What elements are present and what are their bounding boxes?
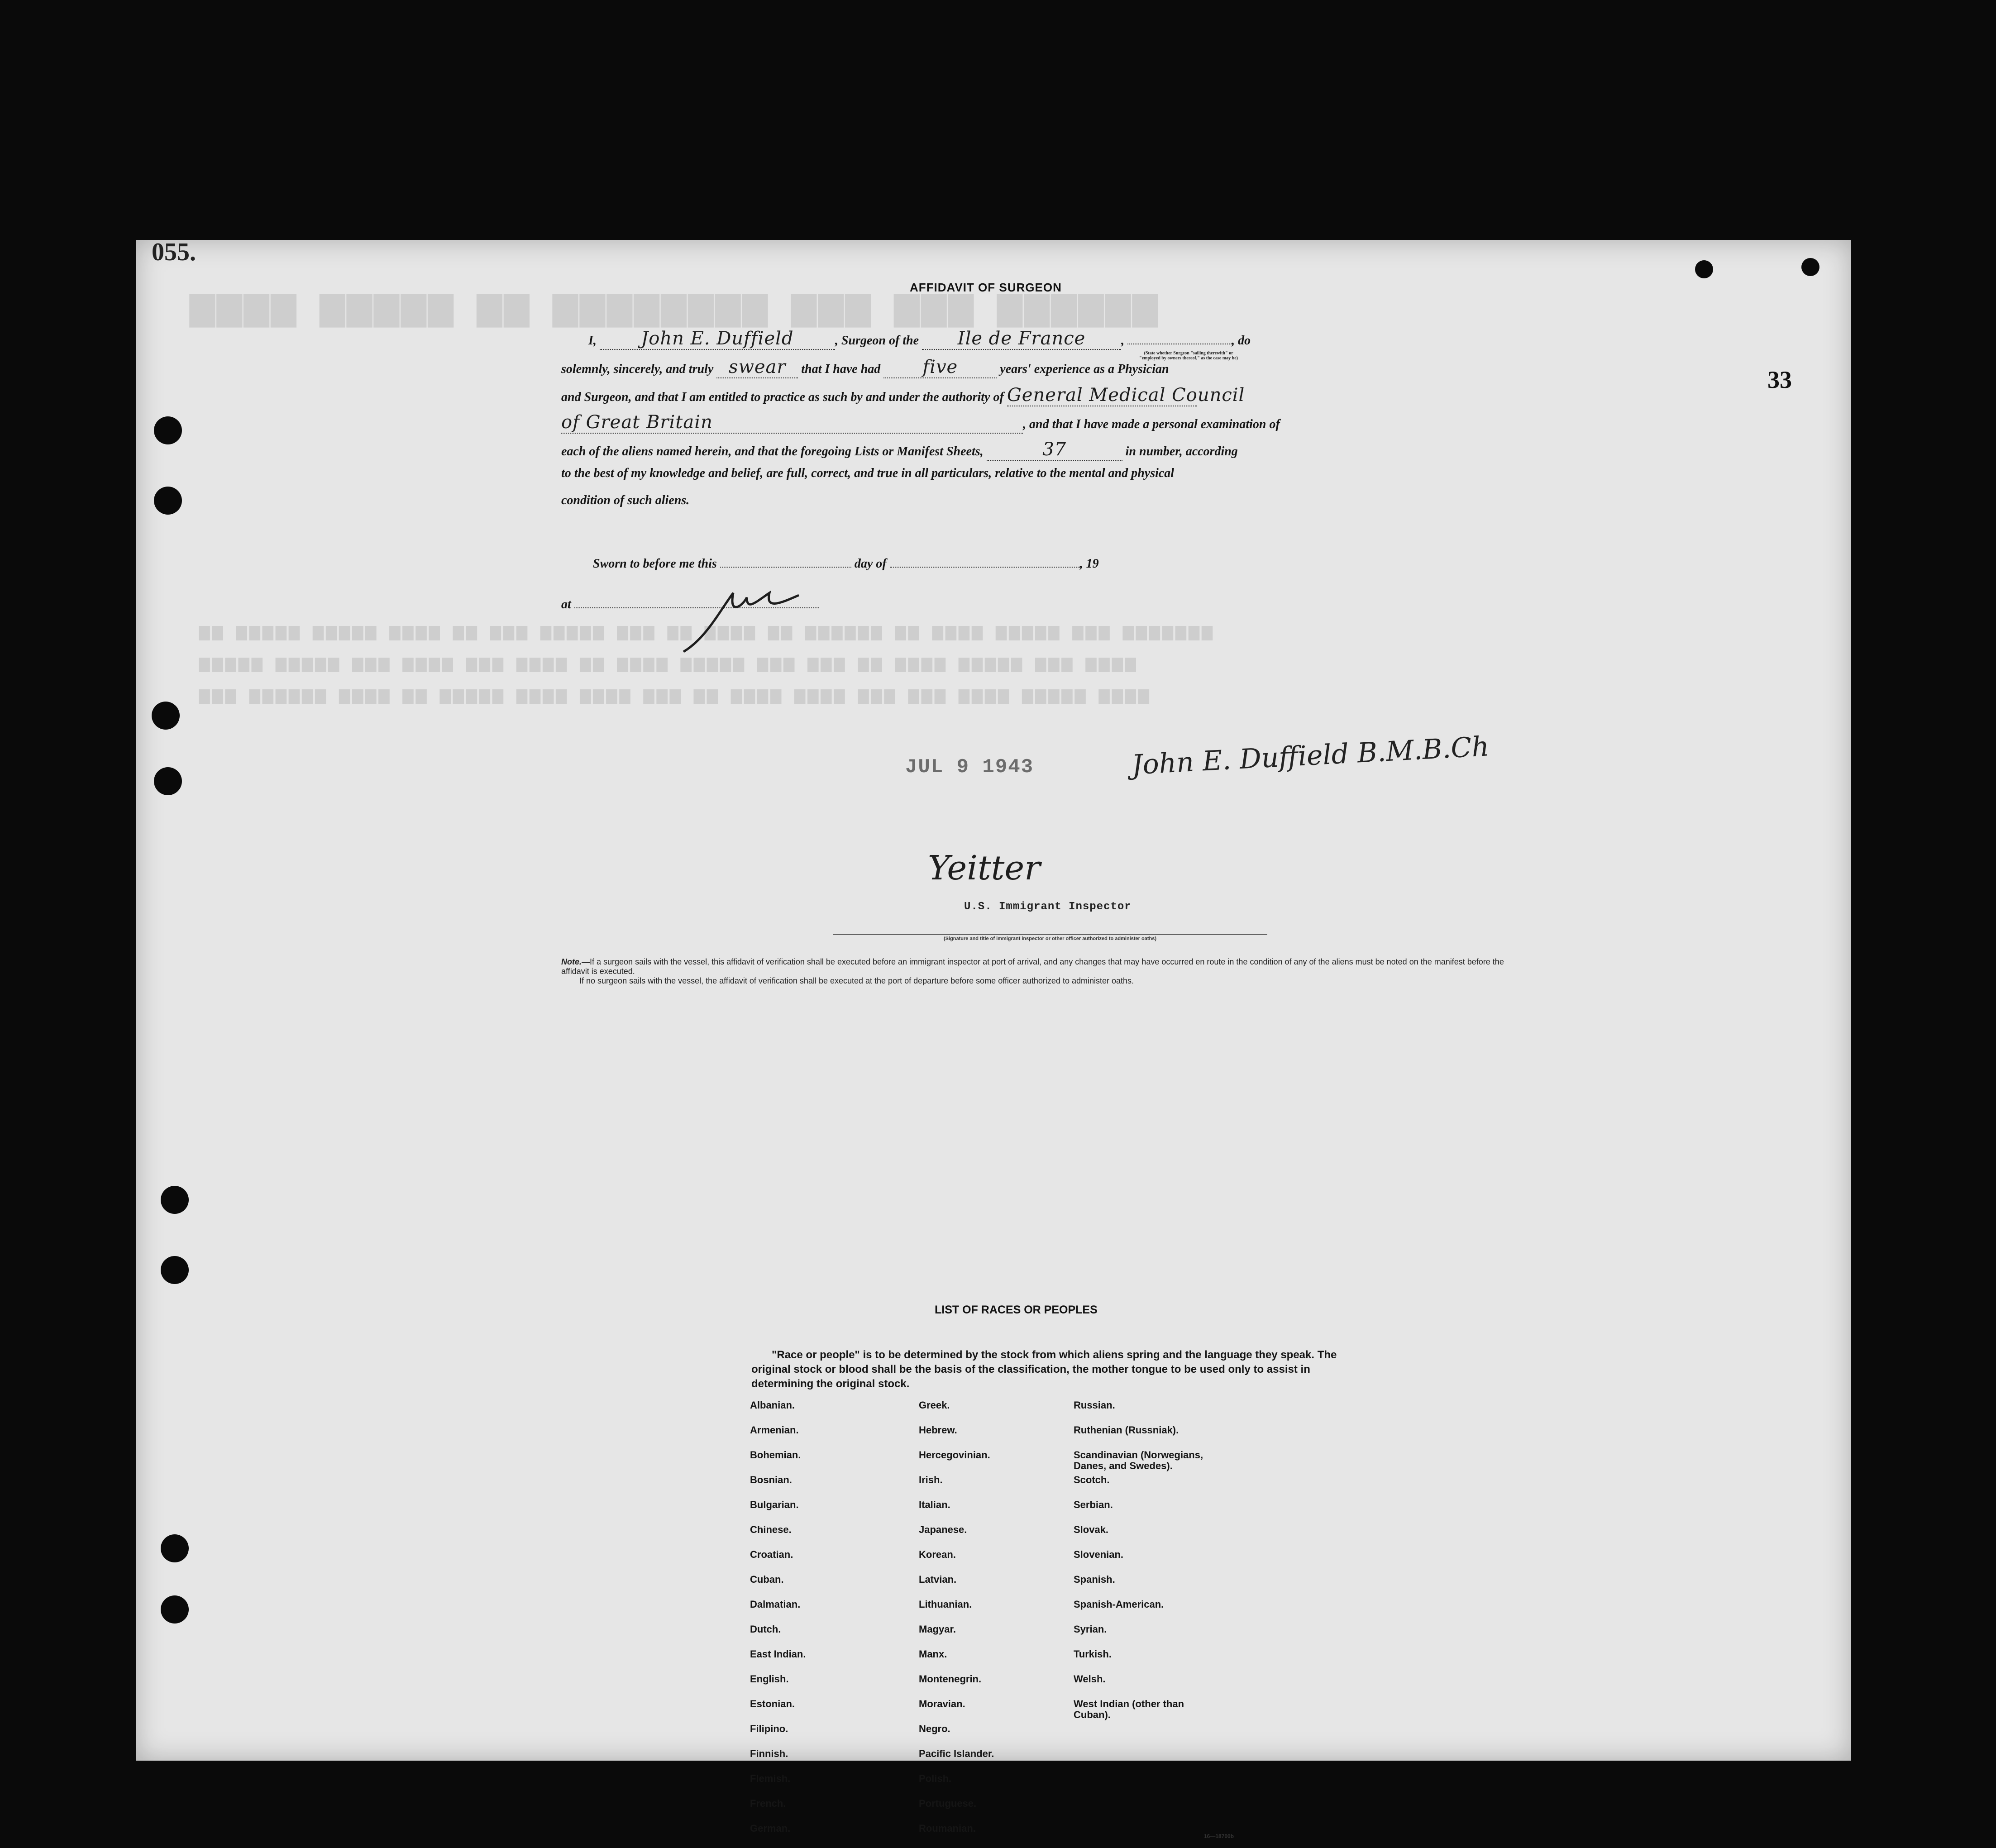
line2-start: solemnly, sincerely, and truly [561,362,714,376]
race-item: Roumanian. [919,1823,976,1834]
sworn-year: , 19 [1079,557,1099,571]
affidavit-line-1: I, John E. Duffield , Surgeon of the Ile de France , (State whether Surgeon "sailing therewith" or "employed by owners thereof," as the case may be) , do [588,328,1251,361]
note-text-2: If no surgeon sails with the vessel, the affidavit of verification shall be executed at the port of departure before some officer authorized to administer oaths. [579,976,1134,985]
race-item: Bohemian. [750,1449,801,1461]
inspector-title: U.S. Immigrant Inspector [964,901,1132,913]
race-item: Finnish. [750,1748,788,1759]
race-item: Dalmatian. [750,1599,801,1610]
punch-hole [152,702,180,730]
authority-2: of Great Britain [561,412,713,433]
years-experience: five [922,357,958,377]
race-item: Korean. [919,1549,956,1560]
race-item: Bosnian. [750,1474,792,1485]
inspector-signature: Yeitter [928,849,1041,888]
race-item: Manx. [919,1648,947,1660]
race-item: Greek. [919,1399,950,1411]
race-item: English. [750,1673,789,1685]
races-column-3 [1074,1400,1203,1724]
race-item: Polish. [919,1773,952,1784]
signature-caption: (Signature and title of immigrant inspector or other officer authorized to administer oaths) [833,934,1267,941]
sheet-count: 37 [1042,439,1067,460]
affidavit-line-3 [561,385,1412,406]
form-code: 16—18700b [1204,1833,1234,1839]
line2-end: years' experience as a Physician [1000,362,1169,376]
line4-end: , and that I have made a personal examination of [1023,417,1280,431]
race-item: Cuban. [750,1574,784,1585]
race-item: Estonian. [750,1698,795,1710]
punch-hole [161,1595,189,1624]
race-item: West Indian (other than Cuban). [1074,1698,1184,1720]
race-item: Magyar. [919,1624,956,1635]
punch-hole [1695,260,1713,278]
date-stamp: JUL 9 1943 [905,756,1034,778]
punch-hole [154,416,182,444]
race-item: Chinese. [750,1524,792,1535]
vessel-name: Ile de France [957,328,1086,349]
race-item: Pacific Islander. [919,1748,994,1759]
vessel-note: (State whether Surgeon "sailing therewith" or "employed by owners thereof," as the case may be) [1139,351,1238,361]
race-item: Turkish. [1074,1648,1112,1660]
at-label: at [561,597,571,611]
corner-mark: 055. [152,238,196,266]
page-number: 33 [1767,366,1792,393]
race-item: German. [750,1823,791,1834]
race-item: Dutch. [750,1624,781,1635]
line3-start: and Surgeon, and that I am entitled to practice as such by and under the authority of [561,390,1004,404]
races-title: LIST OF RACES OR PEOPLES [935,1304,1098,1316]
race-item: Japanese. [919,1524,967,1535]
race-item: Serbian. [1074,1499,1113,1510]
line5-start: each of the aliens named herein, and that the foregoing Lists or Manifest Sheets, [561,444,984,458]
race-item: Filipino. [750,1723,788,1734]
line2-mid: that I have had [801,362,881,376]
affidavit-title: AFFIDAVIT OF SURGEON [910,281,1062,294]
oath-word: swear [729,357,786,377]
races-column-2 [919,1400,994,1848]
races-column-1 [750,1400,806,1848]
race-item: Italian. [919,1499,950,1510]
affidavit-line-4 [561,412,1412,434]
line1-mid: , Surgeon of the [835,334,919,348]
race-item: Armenian. [750,1424,799,1436]
bleed-through-columns: ▇▇ ▇▇▇▇▇ ▇▇▇▇▇ ▇▇▇▇ ▇▇ ▇▇▇ ▇▇▇▇▇ ▇▇▇ ▇▇ ▇▇▇▇ ▇▇ ▇▇▇▇▇▇ ▇▇ ▇▇▇▇ ▇▇▇▇▇ ▇▇▇ ▇▇▇▇▇▇▇ ▇▇▇▇▇ ▇▇▇▇▇ ▇▇▇ ▇▇▇▇ ▇▇▇ ▇▇▇▇ ▇▇ ▇▇▇▇ ▇▇▇▇▇ ▇▇▇ ▇▇▇ ▇▇ ▇▇▇▇ ▇▇▇▇▇ ▇▇▇ ▇▇▇▇ ▇▇▇ ▇▇▇▇▇▇ ▇▇▇▇ ▇▇ ▇▇▇▇▇ ▇▇▇▇ ▇▇▇▇ ▇▇▇ ▇▇ ▇▇▇▇ ▇▇▇▇ ▇▇▇ ▇▇▇ ▇▇▇▇ ▇▇▇▇▇ ▇▇▇▇ [199,626,1215,705]
affidavit-line-6: to the best of my knowledge and belief, are full, correct, and true in all particulars, relative to the mental and physical [561,466,1175,480]
sworn-start: Sworn to before me this [593,557,717,571]
affidavit-line-7: condition of such aliens. [561,493,690,507]
race-item: Scandinavian (Norwegians, Danes, and Swedes). [1074,1449,1203,1471]
line5-end: in number, according [1125,444,1238,458]
authority-1: General Medical Council [1007,385,1245,406]
race-item: Syrian. [1074,1624,1107,1635]
initials-scribble [679,584,806,661]
race-item: Montenegrin. [919,1673,982,1685]
sworn-line [593,557,1444,571]
race-item: Spanish. [1074,1574,1115,1585]
race-item: Negro. [919,1723,950,1734]
race-item: Lithuanian. [919,1599,972,1610]
race-item: Portuguese. [919,1798,977,1809]
race-item: Ruthenian (Russniak). [1074,1424,1179,1436]
affidavit-line-2 [561,357,1412,378]
race-item: Latvian. [919,1574,957,1585]
race-item: Spanish-American. [1074,1599,1164,1610]
line1-prefix: I, [588,334,597,348]
surgeon-signature: John E. Duffield B.M.B.Ch [1131,731,1490,781]
punch-hole [154,487,182,515]
races-intro: "Race or people" is to be determined by the stock from which aliens spring and the language they speak. The original stock or blood shall be the basis of the classification, the mother tongue to be used only to assist in determining the original stock. [751,1349,1337,1390]
manifest-page [136,238,1851,1839]
race-item: Russian. [1074,1399,1115,1411]
affidavit-note [561,957,1530,986]
punch-hole [154,767,182,795]
race-item: Scotch. [1074,1474,1110,1485]
affidavit-line-5 [561,439,1412,461]
race-item: Slovenian. [1074,1549,1124,1560]
bleed-through-text: ▇▇▇▇ ▇▇▇▇▇ ▇▇ ▇▇▇▇▇▇▇▇ ▇▇▇ ▇▇▇ ▇▇▇▇▇▇ [190,293,1160,329]
race-item: Bulgarian. [750,1499,799,1510]
note-label: Note. [561,957,582,966]
punch-hole [161,1186,189,1214]
punch-hole [1801,258,1819,276]
race-item: Welsh. [1074,1673,1106,1685]
race-item: French. [750,1798,786,1809]
line1-end: , do [1232,334,1251,348]
punch-hole [161,1534,189,1562]
race-item: Moravian. [919,1698,965,1710]
surgeon-name: John E. Duffield [641,328,794,349]
race-item: Hercegovinian. [919,1449,990,1461]
race-item: Albanian. [750,1399,795,1411]
punch-hole [161,1256,189,1284]
race-item: Croatian. [750,1549,793,1560]
race-item: Slovak. [1074,1524,1109,1535]
race-item: Irish. [919,1474,943,1485]
race-item: East Indian. [750,1648,806,1660]
race-item: Hebrew. [919,1424,957,1436]
race-item: Flemish. [750,1773,791,1784]
note-text: —If a surgeon sails with the vessel, this affidavit of verification shall be executed before an immigrant inspector at port of arrival, and any changes that may have occurred en route in the condition of any of the aliens must be noted on the manifest before the affidavit is executed. [561,957,1504,976]
sworn-day: day of [854,557,887,571]
